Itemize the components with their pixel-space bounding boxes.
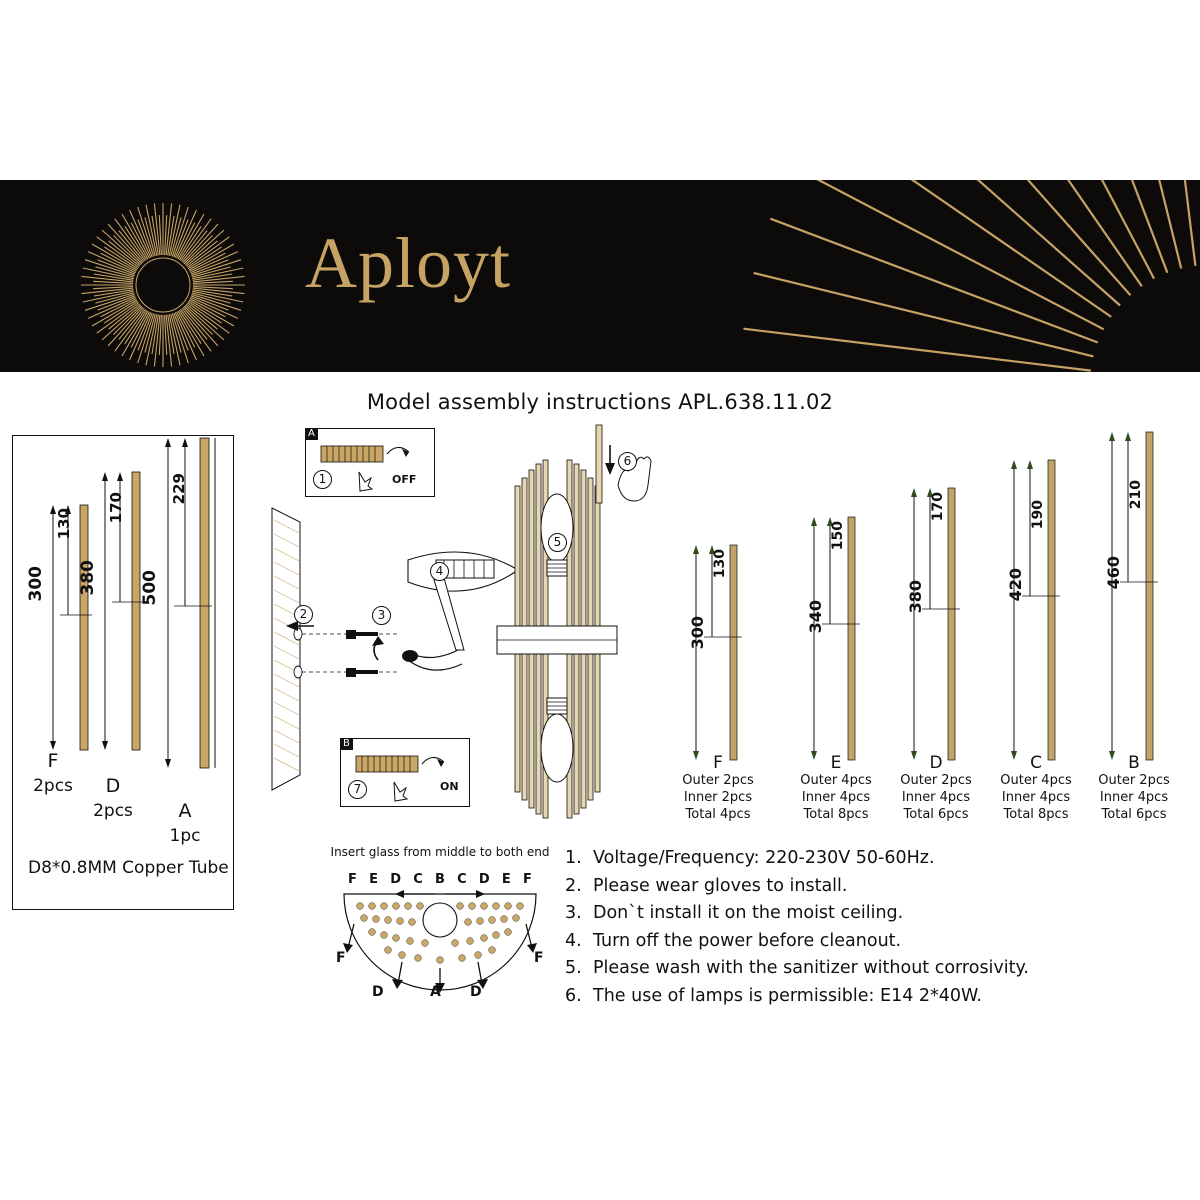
rod-F-total: Total 4pcs <box>685 807 751 822</box>
rod-F-inner: Inner 2pcs <box>683 790 753 805</box>
part-D-qty: 2pcs <box>93 801 133 821</box>
rod-D-drawing <box>908 488 964 760</box>
rod-C-total: Total 8pcs <box>1003 807 1069 822</box>
rod-E-outer-dim: 340 <box>806 600 825 634</box>
glass-top-label: C <box>457 872 467 887</box>
step2-number: 2 <box>294 605 313 624</box>
note-number: 3. <box>565 903 582 923</box>
rod-B-inner-dim: 210 <box>1128 480 1144 510</box>
note-number: 6. <box>565 985 582 1006</box>
note-item <box>565 873 1185 901</box>
note-item <box>565 928 1185 956</box>
rod-D-pack <box>890 755 982 823</box>
glass-top-label: D <box>478 872 490 887</box>
glass-top-label: E <box>501 872 511 887</box>
parts-panel-caption: D8*0.8MM Copper Tube <box>28 858 229 878</box>
glass-side-right-label: F <box>534 950 544 966</box>
note-text: Voltage/Frequency: 220-230V 50-60Hz. <box>593 848 935 868</box>
rod-D-outer-dim: 380 <box>906 580 925 614</box>
rod-C-outer: Outer 4pcs <box>1000 773 1072 788</box>
rod-F-outer-dim: 300 <box>688 616 707 650</box>
part-F-drawing <box>48 505 98 750</box>
rod-B-outer: Outer 2pcs <box>1098 773 1170 788</box>
glass-top-label: B <box>435 872 445 887</box>
glass-bottom-label: A <box>430 984 441 1000</box>
step4-number: 4 <box>430 562 449 581</box>
rod-E-total: Total 8pcs <box>803 807 869 822</box>
note-text: Please wash with the sanitizer without corrosivity. <box>593 958 1029 978</box>
part-D-name: D <box>105 775 121 797</box>
note-number: 4. <box>565 930 582 951</box>
rod-B-name: B <box>1128 753 1140 773</box>
rod-B-pack <box>1088 755 1180 823</box>
part-F-qty: 2pcs <box>33 776 73 796</box>
rod-E-outer: Outer 4pcs <box>800 773 872 788</box>
glass-diagram-caption: Insert glass from middle to both end <box>330 845 550 859</box>
rod-D-total: Total 6pcs <box>903 807 969 822</box>
step5-number: 5 <box>548 533 567 552</box>
rod-F-outer: Outer 2pcs <box>682 773 754 788</box>
note-text: The use of lamps is permissible: E14 2*40W. <box>593 985 982 1006</box>
note-item <box>565 983 1185 1011</box>
page-title: Model assembly instructions APL.638.11.02 <box>366 390 834 414</box>
rod-F-pack <box>672 755 764 823</box>
note-item <box>565 845 1185 873</box>
rod-D-inner: Inner 4pcs <box>901 790 971 805</box>
rod-D-outer: Outer 2pcs <box>900 773 972 788</box>
rod-C-outer-dim: 420 <box>1006 568 1025 602</box>
glass-bottom-label: D <box>372 984 384 1000</box>
note-item <box>565 900 1185 928</box>
glass-side-left-label: F <box>336 950 346 966</box>
note-text: Don`t install it on the moist ceiling. <box>593 903 904 923</box>
rod-F-inner-dim: 130 <box>712 549 728 579</box>
glass-bottom-label: D <box>470 984 482 1000</box>
note-number: 2. <box>565 875 582 896</box>
brand-name: Aployt <box>305 223 512 303</box>
rod-F-name: F <box>713 753 723 773</box>
glass-top-label: D <box>390 872 402 887</box>
part-D-outer-dim: 380 <box>78 560 98 596</box>
note-text: Please wear gloves to install. <box>593 875 848 896</box>
step7-on-label: ON <box>440 780 459 793</box>
part-A-inner-dim: 229 <box>170 473 188 505</box>
step6-number: 6 <box>618 452 637 471</box>
brand-header-band <box>0 180 1200 372</box>
rod-D-inner-dim: 170 <box>930 492 946 522</box>
step7-number: 7 <box>348 780 367 799</box>
rod-B-outer-dim: 460 <box>1104 556 1123 590</box>
part-F-inner-dim: 130 <box>55 508 73 540</box>
step7-tag: B <box>340 738 353 750</box>
radial-rays-icon <box>740 180 1200 372</box>
note-number: 1. <box>565 848 582 868</box>
glass-top-label: F <box>523 872 532 887</box>
rod-B-total: Total 6pcs <box>1101 807 1167 822</box>
glass-top-labels <box>330 872 550 890</box>
rod-C-inner: Inner 4pcs <box>1001 790 1071 805</box>
rod-C-name: C <box>1030 753 1042 773</box>
part-A-name: A <box>178 800 192 822</box>
part-A-outer-dim: 500 <box>140 570 160 606</box>
notes-list <box>565 845 1185 1010</box>
rod-E-drawing <box>808 517 864 760</box>
part-D-inner-dim: 170 <box>107 492 125 524</box>
note-number: 5. <box>565 958 582 978</box>
rod-E-name: E <box>830 753 842 773</box>
glass-top-label: E <box>369 872 378 887</box>
step1-tag: A <box>305 428 318 440</box>
step3-number: 3 <box>372 606 391 625</box>
rod-C-inner-dim: 190 <box>1030 500 1046 530</box>
glass-top-label: C <box>413 872 423 887</box>
rod-B-inner: Inner 4pcs <box>1099 790 1169 805</box>
rod-D-name: D <box>929 753 943 773</box>
step6-insert-rod <box>588 425 658 535</box>
glass-top-label: F <box>348 872 357 887</box>
rod-C-pack <box>990 755 1082 823</box>
part-A-qty: 1pc <box>169 826 201 846</box>
part-F-name: F <box>47 750 59 772</box>
rod-E-pack <box>790 755 882 823</box>
step1-number: 1 <box>313 470 332 489</box>
sunburst-icon <box>78 200 248 370</box>
part-F-outer-dim: 300 <box>26 566 46 602</box>
rod-E-inner-dim: 150 <box>830 521 846 551</box>
note-text: Turn off the power before cleanout. <box>593 930 902 951</box>
note-item <box>565 955 1185 983</box>
step1-off-label: OFF <box>392 473 417 486</box>
rod-E-inner: Inner 4pcs <box>801 790 871 805</box>
